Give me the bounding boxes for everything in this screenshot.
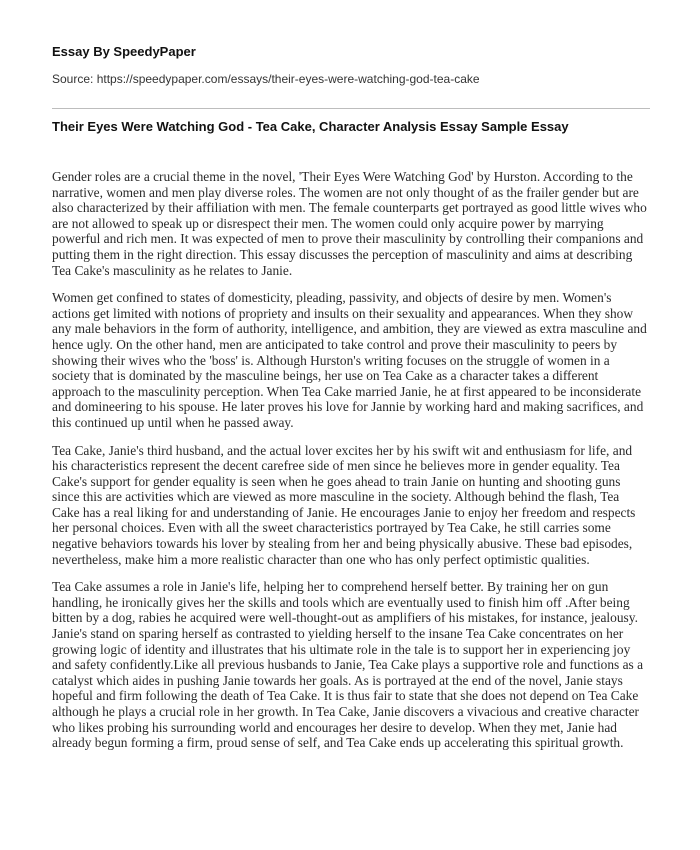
header-divider (52, 108, 650, 109)
source-line: Source: https://speedypaper.com/essays/their-eyes-were-watching-god-tea-cake (52, 72, 480, 86)
paragraph: Tea Cake, Janie's third husband, and the actual lover excites her by his swift wit and enthusiasm for life, and his characteristics represent the decent carefree side of men since he believes more in gender equality. Tea Cake's support for gender equality is seen when he goes ahead to train Janie on hunting and shooting guns since this are activities which are viewed as more masculine in the society. Although behind the flash, Tea Cake has a real liking for and understanding of Janie. He encourages Janie to enjoy her freedom and respects her personal choices. Even with all the sweet characteristics portrayed by Tea Cake, he still carries some negative behaviors towards his lover by stealing from her and being physically abusive. These bad episodes, nevertheless, make him a more realistic character than one who has only perfect optimistic qualities. (52, 442, 636, 567)
essay-title: Their Eyes Were Watching God - Tea Cake, Character Analysis Essay Sample Essay (52, 119, 569, 134)
paragraph: Women get confined to states of domesticity, pleading, passivity, and objects of desire by men. Women's actions get limited with notions of propriety and insults on their sexuality and appearances. When they show any male behaviors in the form of authority, intelligence, and ambition, they are viewed as extra masculine and hence ugly. On the other hand, men are anticipated to take control and prove their masculinity to peers by showing their wives who the 'boss' is. Although Hurston's writing focuses on the struggle of women in a society that is dominated by the masculine beings, her use on Tea Cake as a character takes a different approach to the masculinity perception. When Tea Cake married Janie, he at first appeared to be inconsiderate and domineering to his spouse. He later proves his love for Jannie by working hard and making sacrifices, and this continued up until when he passed away. (52, 290, 647, 430)
paragraph: Tea Cake assumes a role in Janie's life, helping her to comprehend herself better. By training her on gun handling, he ironically gives her the skills and tools which are eventually used to finish him off .After being bitten by a dog, rabies he acquired were well-thought-out as amplifiers of his mistakes, for instance, jealousy. Janie's stand on sparing herself as contrasted to yielding herself to the insane Tea Cake concentrates on her growing logic of identity and illustrates that his ultimate role in the tale is to support her in experiencing joy and safety confidently.Like all previous husbands to Janie, Tea Cake plays a supportive role and functions as a catalyst which aides in pushing Janie towards her goals. As is portrayed at the end of the novel, Janie stays hopeful and firm following the death of Tea Cake. It is thus fair to state that she does not depend on Tea Cake although he plays a crucial role in her growth. In Tea Cake, Janie discovers a vivacious and creative character who likes probing his surrounding world and encourages her desire to develop. When they met, Janie had already begun forming a firm, proud sense of self, and Tea Cake ends up accelerating this spiritual growth. (52, 579, 644, 751)
paragraph: Gender roles are a crucial theme in the novel, 'Their Eyes Were Watching God' by Hurston. According to the narrative, women and men play diverse roles. The women are not only thought of as the frailer gender but are also characterized by their affiliation with men. The female counterparts get portrayed as good little wives who are not allowed to speak up or disrespect their men. The women could only acquire power by marrying powerful and rich men. It was expected of men to prove their masculinity by controlling their companions and putting them in the right direction. This essay discusses the perception of masculinity and aims at describing Tea Cake's masculinity as he relates to Janie. (52, 169, 647, 278)
site-title: Essay By SpeedyPaper (52, 44, 196, 59)
essay-body (52, 169, 650, 763)
